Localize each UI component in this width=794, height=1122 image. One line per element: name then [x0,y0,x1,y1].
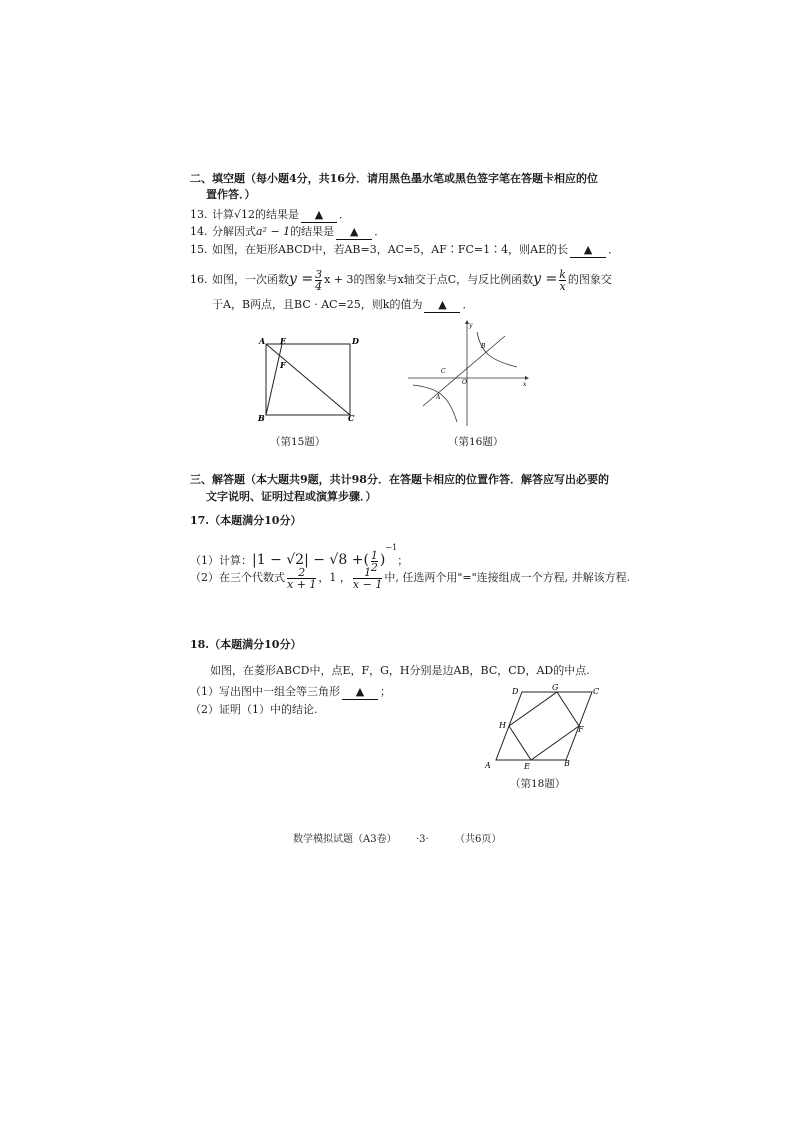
label-A: A [485,761,491,770]
fraction-2-over-x-plus-1: $\frac{2}{x + 1}$ [287,565,317,591]
label-F: F [578,725,584,734]
section3-title: 三、解答题（本大题共9题，共计98分．在答题卡相应的位置作答．解答应写出必要的 [190,473,609,486]
sqrt-expression: √12 [234,208,256,221]
question-14: 14. 分解因式a² − 1的结果是 ▲ ． [190,225,386,238]
figure-16-graph [405,318,530,430]
section2-title-cont: 置作答．） [206,188,256,201]
question-16: 16. 如图，一次函数y = $\frac{3}{4}$ x + 3的图象与x轴交于点C，与反比例函数y = $\frac{k}{x}$ 的图象交 [190,267,612,293]
label-C: C [441,368,446,375]
label-B: B [564,759,570,768]
question-17-part2: （2）在三个代数式 $\frac{2}{x + 1}$ ，1 ， $\frac{1}{x - 1}$ 中, 任选两个用"="连接组成一个方程, 并解该方程. [190,565,631,591]
question-17-head: 17.（本题满分10分） [190,514,302,527]
label-D: D [352,336,359,346]
label-B: B [258,413,265,423]
figure-16-caption: （第16题） [448,436,504,448]
fraction-one-half: $\frac{1}{2}$ [370,548,378,574]
question-13: 13. 计算√12的结果是 ▲ ． [190,208,351,221]
polynomial-expression: a² − 1 [256,225,291,238]
section3-title-cont: 文字说明、证明过程或演算步骤．） [206,490,377,503]
fraction-1-over-x-minus-1: $\frac{1}{x - 1}$ [352,565,383,591]
figure-18-rhombus [480,682,610,772]
label-E: E [524,762,530,771]
answer-blank: ▲ [342,685,378,700]
exponent: −1 [385,543,398,552]
label-D: D [512,687,519,696]
question-18-intro: 如图，在菱形ABCD中，点E，F，G，H分别是边AB，BC，CD，AD的中点. [210,664,590,677]
label-H: H [499,721,506,730]
fraction-three-quarters: $\frac{3}{4}$ [315,267,323,293]
label-F: F [280,360,286,370]
fraction-k-over-x: $\frac{k}{x}$ [559,267,566,293]
label-x-axis: x [523,381,527,388]
figure-18-caption: （第18题） [510,778,566,790]
label-O: O [462,379,467,386]
footer-title: 数学模拟试题（A3卷） [293,834,397,845]
question-16-cont: 于A，B两点，且BC · AC=25，则k的值为 ▲ ． [212,298,474,311]
label-G: G [552,683,559,692]
label-C: C [593,687,600,696]
question-15: 15. 如图，在矩形ABCD中，若AB=3，AC=5，AF∶FC=1∶4，则AE的长 ▲ ． [190,243,620,256]
question-18-part1: （1）写出图中一组全等三角形 ▲ ； [190,685,391,698]
question-17-part1: （1）计算：|1 − √2| − √8 +( $\frac{1}{2}$ )$^{-1}$； [190,543,409,574]
label-C: C [348,413,355,423]
label-A: A [436,394,441,401]
label-B: B [481,343,486,350]
section2-title: 二、填空题（每小题4分，共16分．请用黑色墨水笔或黑色签字笔在答题卡相应的位 [190,172,598,185]
figure-15-rectangle [250,332,370,427]
abs-sqrt-expression: |1 − √2| − √8 + [252,552,364,568]
footer-page-total: （共6页） [455,834,502,845]
answer-blank: ▲ [570,243,606,258]
figure-15-caption: （第15题） [270,436,326,448]
label-E: E [280,336,287,346]
label-A: A [259,336,266,346]
label-y-axis: y [469,322,473,329]
answer-blank: ▲ [424,298,460,313]
footer-page-number: ·3· [416,834,429,845]
answer-blank: ▲ [301,208,337,223]
answer-blank: ▲ [336,225,372,240]
question-18-head: 18.（本题满分10分） [190,638,302,651]
question-18-part2: （2）证明（1）中的结论. [190,703,318,716]
